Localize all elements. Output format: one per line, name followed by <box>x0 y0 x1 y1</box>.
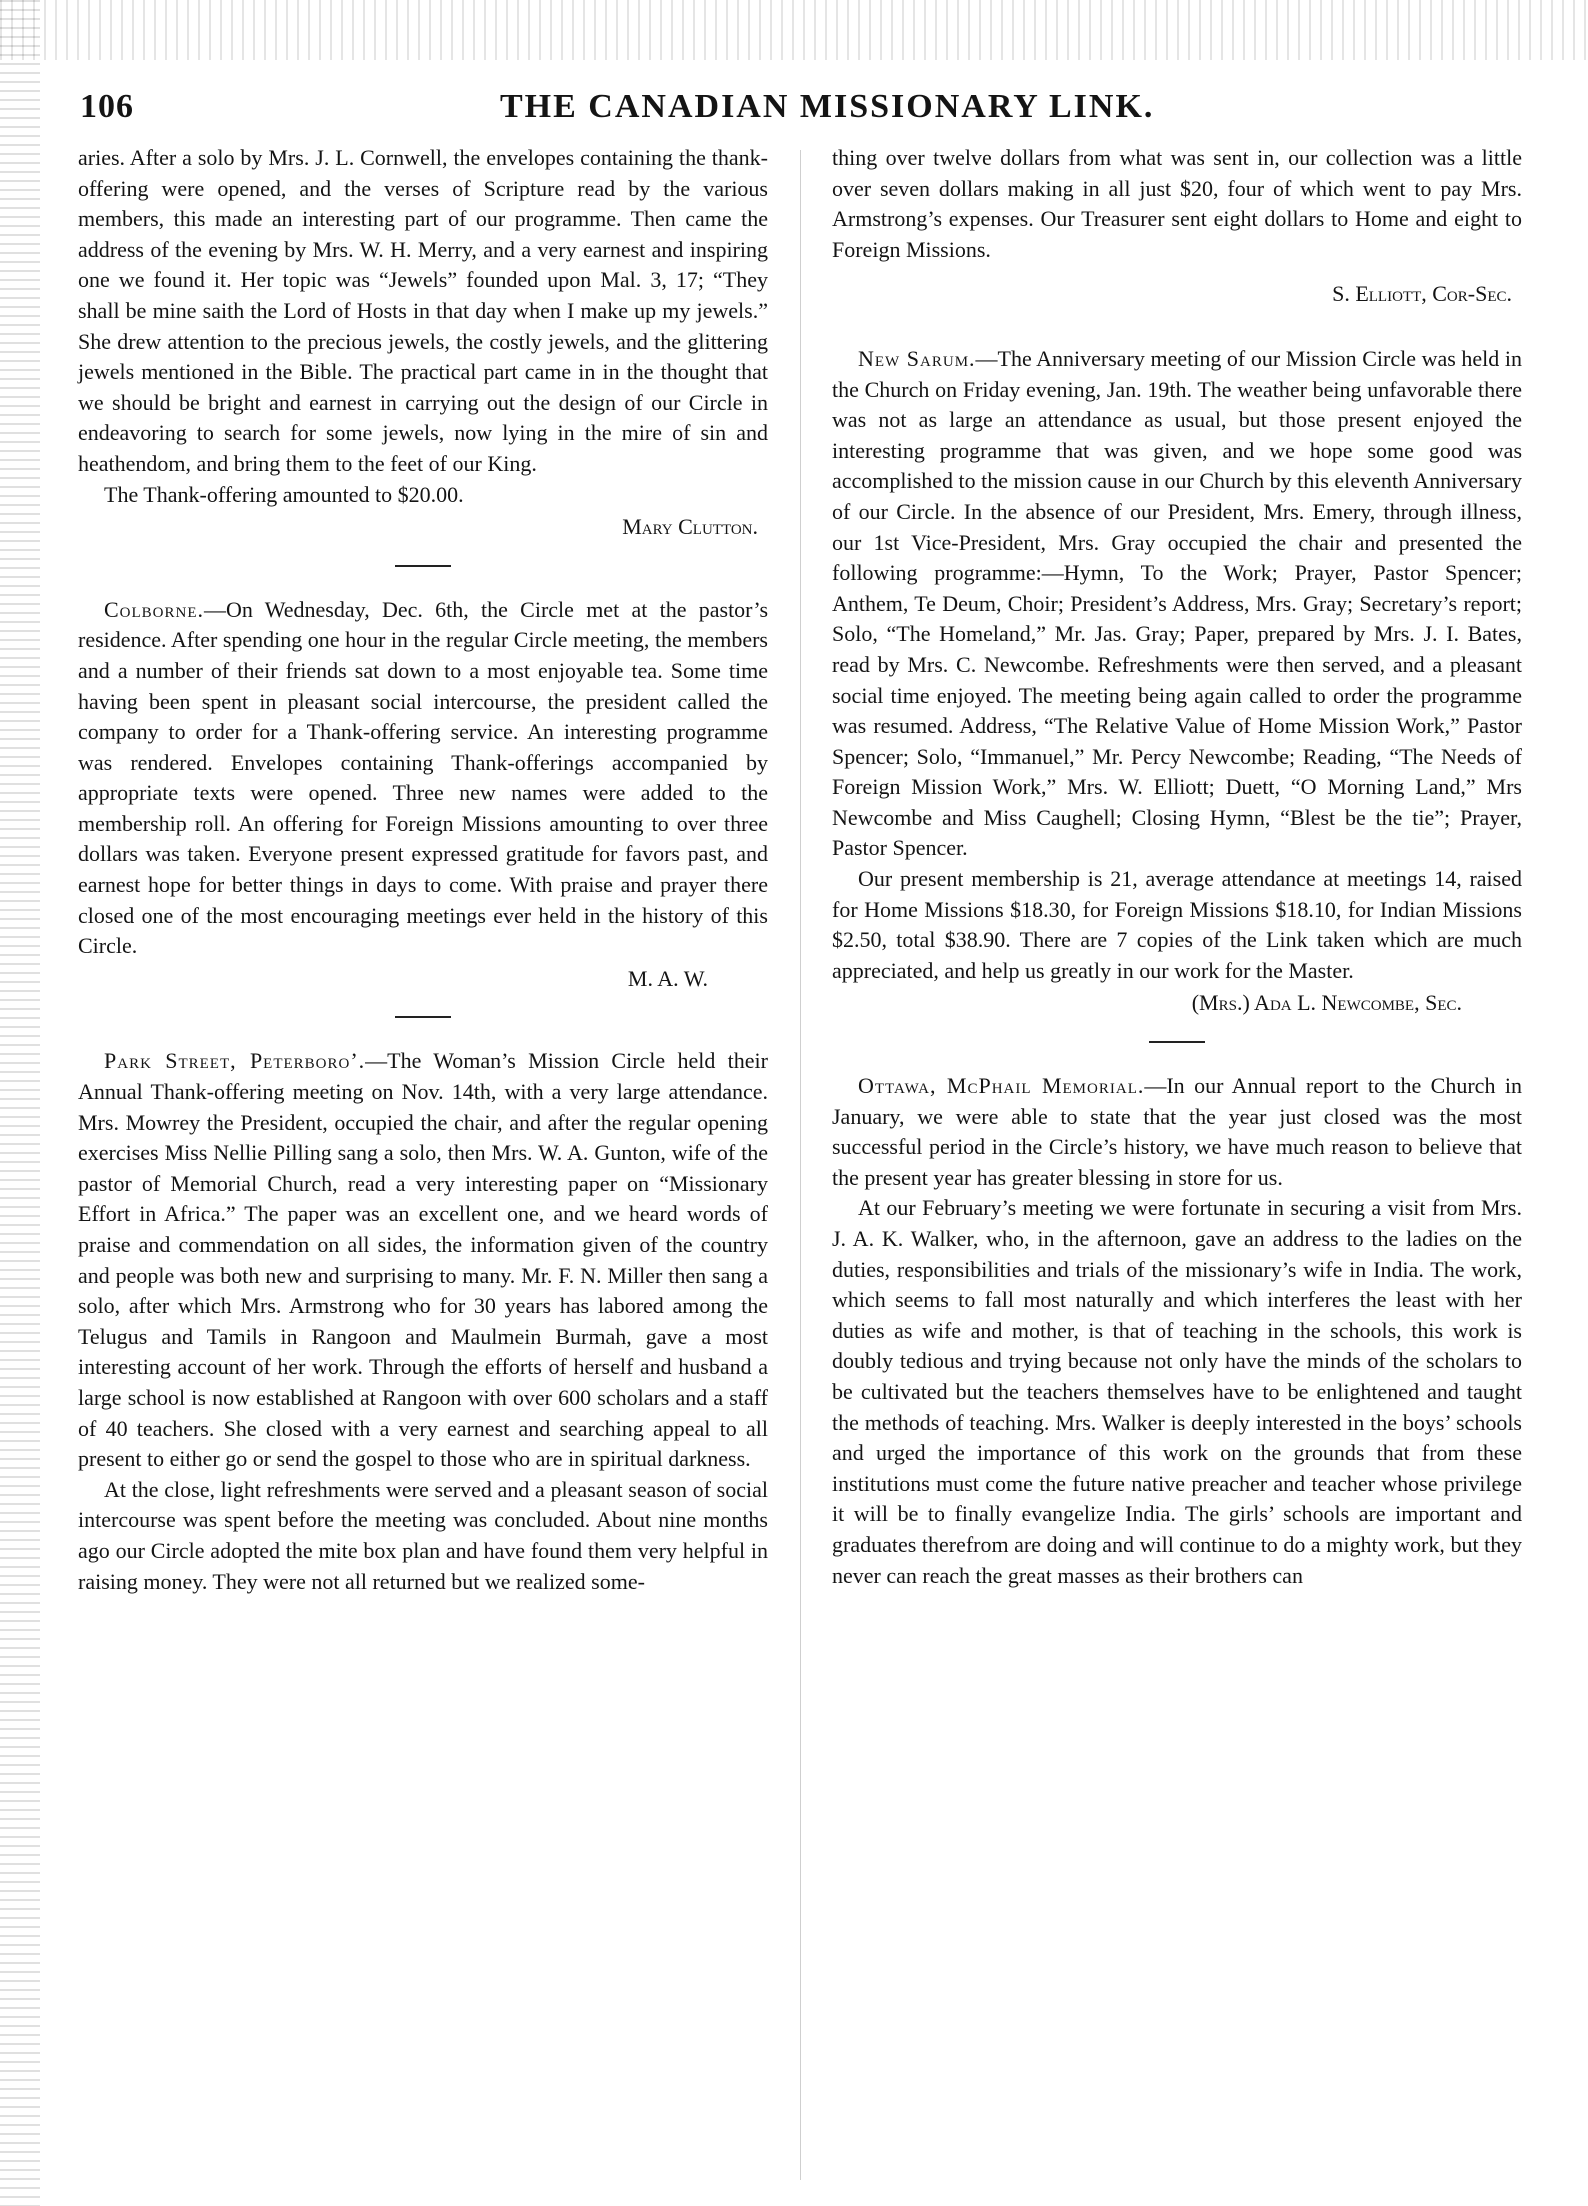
page-header <box>80 88 1530 138</box>
paragraph: Our present membership is 21, average attendance at meetings 14, raised for Home Missions $18.30, for Foreign Missions $18.10, for Indian Missions $2.50, total $38.90. There are 7 copies of the Link taken which are much appreciated, and help us greatly in our work for the Master. <box>832 866 1522 983</box>
section-rule <box>395 565 451 567</box>
report-heading: Park Street, Peterboro’. <box>104 1048 366 1074</box>
paragraph: thing over twelve dollars from what was sent in, our collection was a little over seven dollars making in all just $20, four of which went to pay Mrs. Armstrong’s expenses. Our Treasurer sent eight dollars to Home and eight to Foreign Missions. <box>832 145 1522 262</box>
report-colborne <box>78 595 768 962</box>
report-new-sarum <box>832 344 1522 864</box>
paragraph: aries. After a solo by Mrs. J. L. Cornwell, the envelopes containing the thank-offering were opened, and the verses of Scripture read by the various members, this made an interesting part of our programme. Then came the address of the evening by Mrs. W. H. Merry, and a very earnest and inspiring one we found it. Her topic was “Jewels” founded upon Mal. 3, 17; “They shall be mine saith the Lord of Hosts in that day when I make up my jewels.” She drew attention to the precious jewels, the costly jewels, and the glittering jewels mentioned in the Bible. The practical part came in in the thought that we should be bright and earnest in carrying out the design of our Circle in endeavoring to search for some jewels, now lying in the mire of sin and heathendom, and bring them to the feet of our King. <box>78 145 768 476</box>
scan-noise-left <box>0 0 40 2206</box>
signature: S. Elliott, Cor-Sec. <box>1332 281 1512 307</box>
report-park-street <box>78 1046 768 1474</box>
report-heading: Ottawa, McPhail Memorial. <box>858 1073 1145 1099</box>
report-body: —The Woman’s Mission Circle held their Annual Thank-offering meeting on Nov. 14th, with a very large attendance. Mrs. Mowrey the President, occupied the chair, and after the regular opening exercises Miss Nellie Pilling sang a solo, then Mrs. W. A. Gunton, wife of the pastor of Memorial Church, read a very interesting paper on “Missionary Effort in Africa.” The paper was an excellent one, and we heard words of praise and commendation on all sides, the information given of the country and people was both new and surprising to many. Mr. F. N. Miller then sang a solo, after which Mrs. Armstrong who for 30 years has labored among the Telugus and Tamils in Rangoon and Maulmein Burmah, gave a most interesting account of her work. Through the efforts of herself and husband a large school is now established at Rangoon with over 600 scholars and a staff of 40 teachers. She closed with a very earnest and searching appeal to all present to either go or send the gospel to those who are in spiritual darkness. <box>78 1048 768 1472</box>
paragraph: At our February’s meeting we were fortunate in securing a visit from Mrs. J. A. K. Walker, who, in the afternoon, gave an address to the ladies on the duties, responsibilities and trials of the missionary’s wife in India. The work, which seems to fall most naturally and which interferes the least with her duties as wife and mother, is that of teaching in the schools, this work is doubly tedious and trying because not only have the minds of the scholars to be cultivated but the teachers themselves have to be enlightened and taught the methods of teaching. Mrs. Walker is deeply interested in the boys’ schools and urged the importance of this work on the grounds that from these institutions must come the future native preacher and teacher whose privilege it will be to finally evangelize India. The girls’ schools are important and graduates therefrom are doing and will continue to do a mighty work, but they never can reach the great masses as their brothers can <box>832 1195 1522 1588</box>
signature: M. A. W. <box>627 965 708 991</box>
running-title: THE CANADIAN MISSIONARY LINK. <box>500 88 1155 125</box>
report-heading: New Sarum. <box>858 345 976 371</box>
report-ottawa <box>832 1071 1522 1193</box>
page-number: 106 <box>80 88 134 125</box>
report-body: —In our Annual report to the Church in January, we were able to state that the year just closed was the most successful period in the Circle’s history, we have much reason to believe that the present year has greater blessing in store for us. <box>832 1073 1522 1190</box>
left-column <box>78 143 768 1597</box>
signature: (Mrs.) Ada L. Newcombe, Sec. <box>1191 990 1462 1016</box>
paragraph: The Thank-offering amounted to $20.00. <box>104 481 464 507</box>
right-column <box>832 143 1522 1591</box>
section-rule <box>395 1016 451 1018</box>
scan-noise-top <box>0 0 1588 60</box>
signature: Mary Clutton. <box>622 514 758 540</box>
column-divider <box>800 150 801 2180</box>
report-heading: Colborne. <box>104 596 205 622</box>
section-rule <box>1149 1041 1205 1043</box>
paragraph: At the close, light refreshments were served and a pleasant season of social intercourse was spent before the meeting was concluded. About nine months ago our Circle adopted the mite box plan and have found them very helpful in raising money. They were not all returned but we realized some- <box>78 1476 768 1594</box>
report-body: —On Wednesday, Dec. 6th, the Circle met at the pastor’s residence. After spending one hour in the regular Circle meeting, the members and a number of their friends sat down to a most enjoyable tea. Some time having been spent in pleasant social intercourse, the president called the company to order for a Thank-offering service. An interesting programme was rendered. Envelopes containing Thank-offerings accompanied by appropriate texts were opened. Three new names were added to the membership roll. An offering for Foreign Missions amounting to over three dollars was taken. Everyone present expressed gratitude for favors past, and earnest hope for better things in days to come. With praise and prayer there closed one of the most encouraging meetings ever held in the history of this Circle. <box>78 596 768 959</box>
report-body: —The Anniversary meeting of our Mission Circle was held in the Church on Friday evening, Jan. 19th. The weather being unfavorable there was not as large an attendance as usual, but those present enjoyed the interesting programme that was given, and we hope some good was accomplished to the mission cause in our Church by this eleventh Anniversary of our Circle. In the absence of our President, Mrs. Emery, through illness, our 1st Vice-President, Mrs. Gray occupied the chair and presented the following programme:—Hymn, To the Work; Prayer, Pastor Spencer; Anthem, Te Deum, Choir; President’s Address, Mrs. Gray; Secretary’s report; Solo, “The Homeland,” Mr. Jas. Gray; Paper, prepared by Mrs. J. I. Bates, read by Mrs. C. Newcombe. Refreshments were then served, and a pleasant social time enjoyed. The meeting being again called to order the programme was resumed. Address, “The Relative Value of Home Mission Work,” Pastor Spencer; Solo, “Immanuel,” Mr. Percy Newcombe; Reading, “The Needs of Foreign Mission Work,” Mrs. W. Elliott; Duett, “O Morning Land,” Mrs Newcombe and Miss Caughell; Closing Hymn, “Blest be the tie”; Prayer, Pastor Spencer. <box>832 345 1522 861</box>
spacer <box>832 310 1522 344</box>
